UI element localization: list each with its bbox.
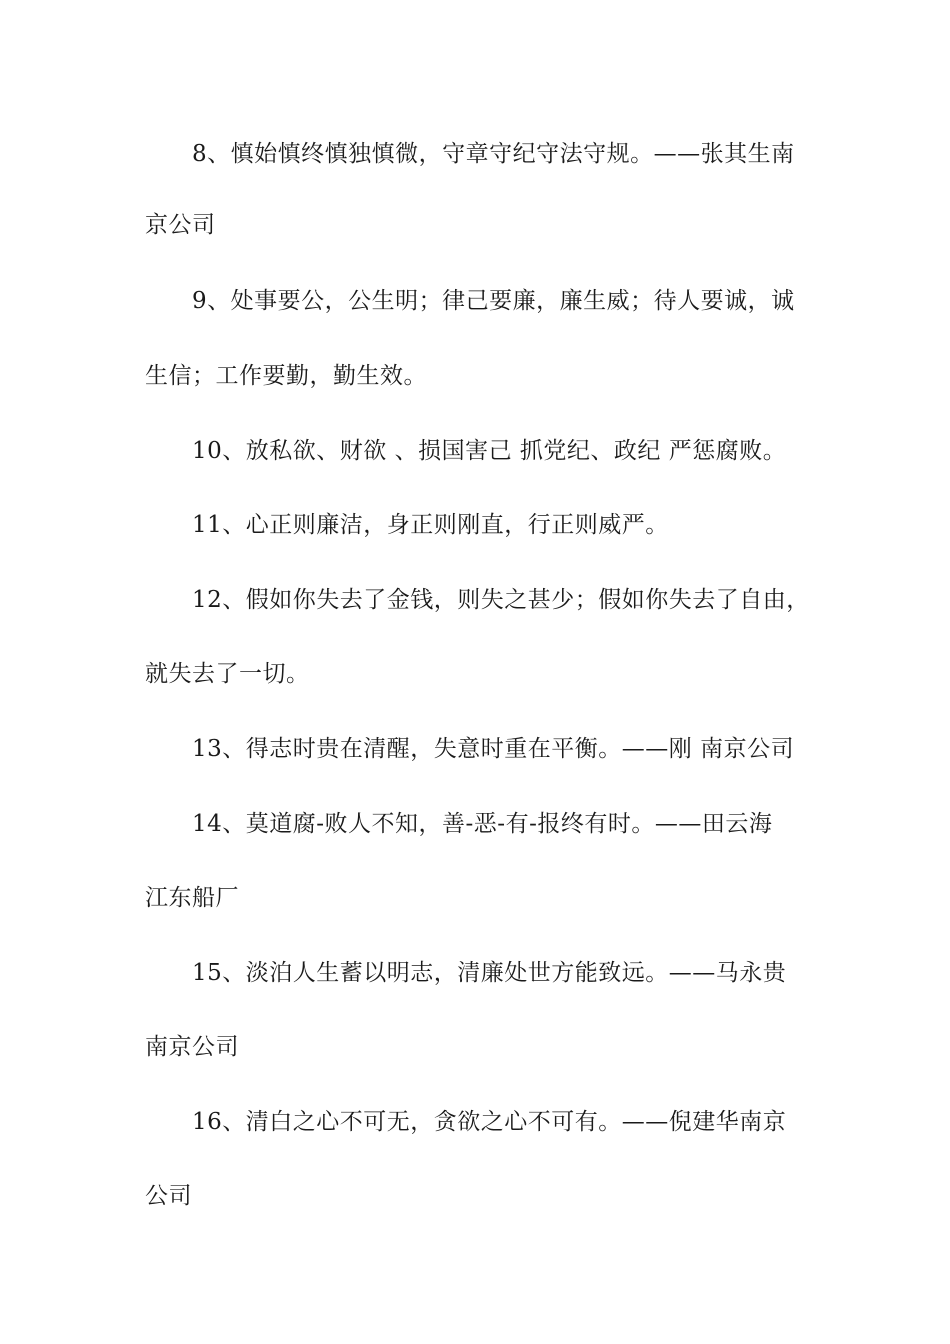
item-13-line: 13、得志时贵在清醒，失意时重在平衡。——刚 南京公司 [192, 736, 795, 762]
item-14-line-2: 江东船厂 [145, 885, 239, 911]
item-16-line-1: 16、清白之心不可无，贪欲之心不可有。——倪建华南京 [192, 1109, 787, 1135]
item-9-line-2: 生信；工作要勤，勤生效。 [145, 363, 427, 389]
item-14-line-1: 14、莫道腐-败人不知，善-恶-有-报终有时。——田云海 [192, 811, 773, 837]
item-8-line-1: 8、慎始慎终慎独慎微，守章守纪守法守规。——张其生南 [192, 141, 795, 167]
item-12-line-1: 12、假如你失去了金钱，则失之甚少；假如你失去了自由， [192, 587, 810, 613]
item-8-line-2: 京公司 [145, 212, 216, 238]
item-16-line-2: 公司 [145, 1183, 192, 1209]
item-15-line-2: 南京公司 [145, 1034, 239, 1060]
item-12-line-2: 就失去了一切。 [145, 661, 310, 687]
item-9-line-1: 9、处事要公，公生明；律己要廉，廉生威；待人要诚，诚 [192, 288, 795, 314]
item-11-line: 11、心正则廉洁，身正则刚直，行正则威严。 [192, 512, 669, 538]
item-15-line-1: 15、淡泊人生蓄以明志，清廉处世方能致远。——马永贵 [192, 960, 787, 986]
item-10-line: 10、放私欲、财欲 、损国害己 抓党纪、政纪 严惩腐败。 [192, 438, 787, 464]
